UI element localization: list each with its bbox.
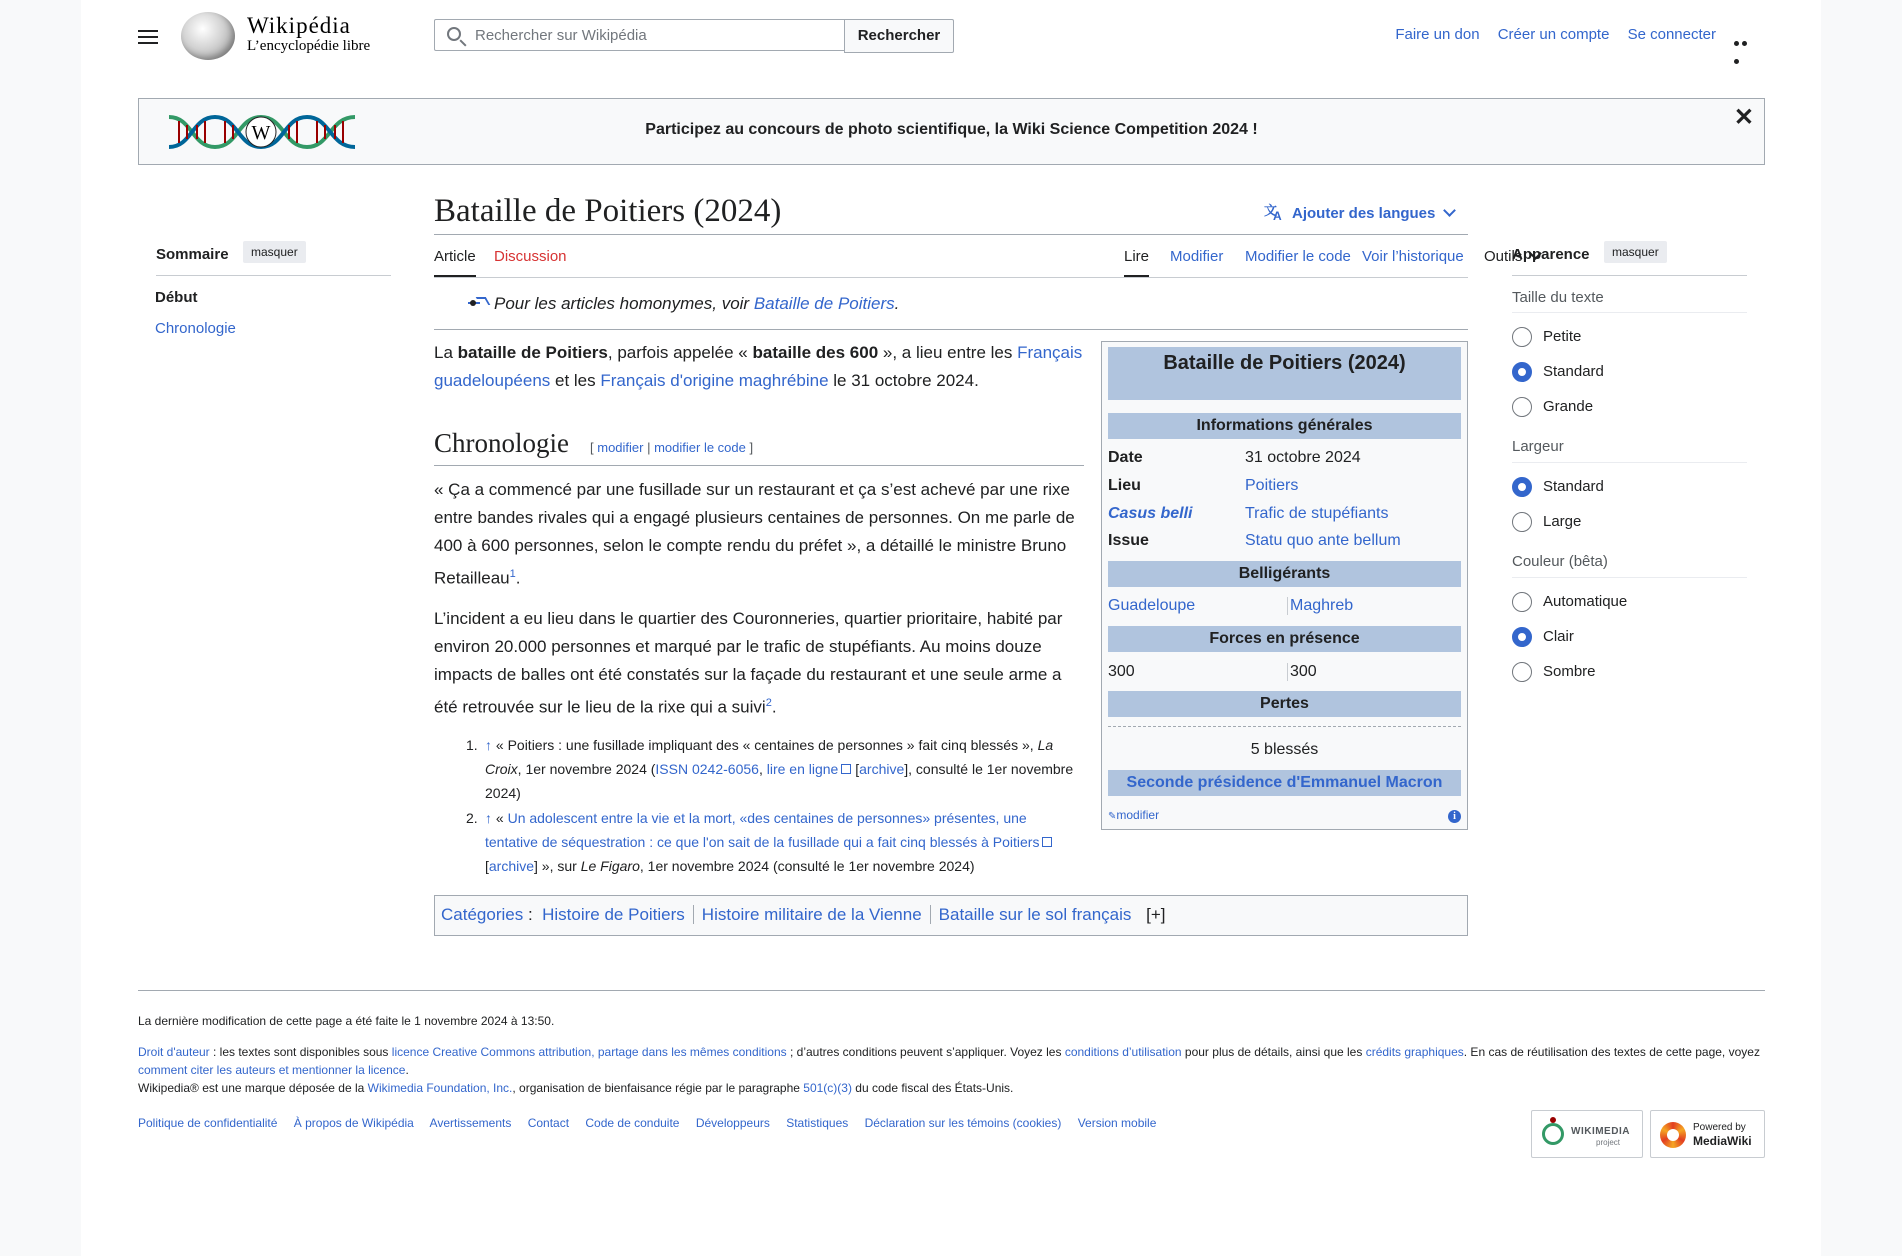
search-box[interactable] — [434, 19, 853, 51]
intro-text: et les — [550, 371, 601, 390]
tab-modifier[interactable]: Modifier — [1170, 248, 1224, 265]
reference-date: , 1er novembre 2024 (consulté le 1er novembre 2024) — [639, 858, 975, 874]
campaign-banner — [138, 98, 1765, 165]
link-francais-guadeloupeens[interactable]: Français guadeloupéens — [434, 343, 1083, 390]
toc-hide-button[interactable]: masquer — [243, 241, 306, 263]
backlink-arrow[interactable]: ↑ — [485, 810, 492, 826]
hatnote-prefix: Pour les articles homonymes, voir — [494, 294, 754, 313]
footer-link-disclaimers[interactable]: Avertissements — [429, 1116, 512, 1130]
infobox-label: Issue — [1108, 532, 1149, 549]
archive-link[interactable]: archive — [488, 858, 535, 874]
infobox-value-link[interactable]: Poitiers — [1245, 477, 1299, 494]
trademark-fragment: du code fiscal des États-Unis. — [851, 1081, 1014, 1095]
reference-text: ↑ « Poitiers : une fusillade impliquant des « centaines de personnes » fait cinq blessés », La Croix, 1er novembre 2024 (ISSN 0242-6056, lire en ligne [archive], consulté le 1er novembre 2024) — [485, 737, 1074, 801]
footer-link-developers[interactable]: Développeurs — [695, 1116, 770, 1130]
footer-divider — [138, 990, 1765, 991]
category-link[interactable]: Histoire militaire de la Vienne — [701, 905, 922, 924]
reference-source-prefix: ] », sur — [534, 858, 581, 874]
intro-text: , parfois appelée « — [607, 343, 753, 362]
hatnote-suffix: . — [894, 294, 900, 313]
license-text — [138, 1043, 1765, 1079]
infobox-losses-value: 5 blessés — [1250, 741, 1319, 758]
radio-label: Clair — [1543, 628, 1574, 645]
cite-authors-link[interactable]: comment citer les auteurs et mentionner la licence — [138, 1063, 406, 1077]
tab-historique[interactable]: Voir l’historique — [1362, 248, 1464, 265]
read-online-link[interactable] — [767, 761, 852, 777]
footer-link-mobile[interactable]: Version mobile — [1077, 1116, 1157, 1130]
trademark-fragment: , organisation de bienfaisance régie par le paragraphe — [512, 1081, 804, 1095]
badge-subtitle: project — [1596, 1138, 1621, 1147]
reference-2 — [466, 806, 1086, 878]
reference-title: Un adolescent entre la vie et la mort, «des centaines de personnes» présentes, une tentative de séquestration : ce que l'on sait de la fusillade qui a fait cinq blessés à Poitiers — [485, 810, 1040, 850]
infobox-row-forces — [1108, 663, 1461, 685]
text-size-divider — [1512, 312, 1747, 313]
categories-box: Catégories : Histoire de Poitiers Histoire militaire de la Vienne Bataille sur le sol français [+] — [434, 895, 1468, 936]
footer-link-contact[interactable]: Contact — [527, 1116, 570, 1130]
appearance-title: Apparence — [1512, 246, 1590, 263]
paragraph-2: L’incident a eu lieu dans le quartier des Couronneries, quartier prioritaire, habité par environ 20.000 personnes et marqué par le trafic de stupéfiants. Au moins douze impacts de balles ont été constatés sur la façade du restaurant et une seule arme a été retrouvée sur le lieu de la rixe qui a suivi$^2$. — [434, 609, 1063, 717]
infobox-modify-label: modifier — [1116, 808, 1160, 822]
tab-lire[interactable]: Lire — [1124, 248, 1150, 265]
section-edit-links: [ modifier | modifier le code ] — [590, 440, 754, 455]
search-icon — [447, 27, 461, 41]
color-label: Couleur (bêta) — [1512, 553, 1608, 570]
issn-link[interactable]: ISSN 0242-6056 — [655, 761, 759, 777]
add-languages-label: Ajouter des langues — [1292, 205, 1436, 222]
infobox-value-link[interactable]: Trafic de stupéfiants — [1245, 505, 1389, 522]
login-link[interactable]: Se connecter — [1627, 26, 1716, 43]
reference-title: « Poitiers : une fusillade impliquant des « centaines de personnes » fait cinq blessés », — [492, 737, 1038, 753]
user-links — [1381, 26, 1716, 43]
intro-bold: bataille de Poitiers — [457, 343, 608, 362]
belligerent-link[interactable]: Guadeloupe — [1108, 597, 1196, 614]
terms-link[interactable]: conditions d’utilisation — [1064, 1045, 1182, 1059]
hatnote — [434, 294, 1468, 314]
backlink-arrow[interactable]: ↑ — [485, 737, 492, 753]
footer-link-statistics[interactable]: Statistiques — [786, 1116, 849, 1130]
categories-expand-button[interactable]: [+] — [1146, 905, 1166, 924]
badge-title: WIKIMEDIA — [1571, 1126, 1630, 1137]
radio-label: Standard — [1543, 478, 1604, 495]
footer-links — [138, 1116, 1169, 1130]
reference-number: 2. — [466, 810, 478, 826]
badge-subtitle: MediaWiki — [1693, 1134, 1752, 1148]
license-fragment: pour plus de détails, ainsi que les — [1181, 1045, 1366, 1059]
wikimedia-foundation-link[interactable]: Wikimedia Foundation, Inc. — [367, 1081, 513, 1095]
banner-text[interactable]: Participez au concours de photo scientifique, la Wiki Science Competition 2024 ! — [645, 121, 1258, 138]
external-link-icon — [841, 764, 851, 774]
width-divider — [1512, 462, 1747, 463]
toc-title: Sommaire — [156, 246, 229, 263]
chevron-down-icon — [1444, 204, 1457, 217]
appearance-hide-button[interactable]: masquer — [1604, 241, 1667, 263]
mediawiki-flower-icon — [1660, 1122, 1686, 1148]
section-edit-link[interactable]: modifier — [597, 440, 644, 455]
page — [81, 0, 1821, 1256]
add-languages-button[interactable] — [1264, 203, 1454, 222]
reference-consulted: ], consulté le 1er novembre 2024) — [485, 761, 1074, 801]
forces-value: 300 — [1287, 663, 1317, 681]
infobox-dashed-divider — [1108, 726, 1461, 727]
wikipedia-wordmark[interactable]: Wikipédia — [247, 13, 351, 38]
radio-label: Automatique — [1543, 593, 1628, 610]
wikimedia-project-badge[interactable] — [1531, 1110, 1643, 1158]
infobox-title: Bataille de Poitiers (2024) — [1108, 347, 1461, 400]
reference-1 — [466, 733, 1086, 805]
infobox-row-belligerents — [1108, 597, 1461, 619]
intro-text: le 31 octobre 2024. — [828, 371, 979, 390]
toc-divider — [156, 275, 391, 276]
intro-bold: bataille des 600 — [752, 343, 879, 362]
color-divider — [1512, 577, 1747, 578]
svg-text:文: 文 — [1264, 203, 1278, 218]
category-link[interactable]: Bataille sur le sol français — [938, 905, 1132, 924]
wikipedia-tagline: L’encyclopédie libre — [247, 38, 371, 54]
reference-number: 1. — [466, 737, 478, 753]
section-edit-code-link[interactable]: modifier le code — [654, 440, 746, 455]
title-underline — [434, 234, 1468, 235]
tab-discussion[interactable]: Discussion — [494, 248, 567, 265]
footnote-ref-1[interactable]: 1 — [509, 568, 516, 580]
paragraph-1-text: « Ça a commencé par une fusillade sur un restaurant et ça s’est achevé par une rixe entre bandes rivales qui a engagé plusieurs centaines de personnes. On me parle de 400 à 600 personnes, selon le compte rendu du préfet », a détaillé le ministre Bruno Retailleau — [434, 480, 1075, 588]
reference-source: Le Figaro — [580, 858, 640, 874]
disambiguation-icon — [468, 297, 486, 311]
read-online-label: lire en ligne — [766, 761, 839, 777]
wikipedia-globe-logo[interactable] — [181, 12, 235, 60]
infobox-section-forces: Forces en présence — [1108, 626, 1461, 652]
reference-text: ↑ « Un adolescent entre la vie et la mort, «des centaines de personnes» présentes, une tentative de séquestration : ce que l'on sait de la fusillade qui a fait cinq blessés à Poitiers [archive] », sur Le Figaro, 1er novembre 2024 (consulté le 1er novembre 2024) — [485, 806, 1080, 878]
width-label: Largeur — [1512, 438, 1564, 455]
external-link-icon — [1042, 837, 1052, 847]
svg-text:W: W — [251, 122, 271, 144]
section-divider — [434, 465, 1084, 466]
last-modified: La dernière modification de cette page a été faite le 1 novembre 2024 à 13:50. — [138, 1014, 555, 1028]
toc-item-chronologie[interactable]: Chronologie — [155, 320, 236, 337]
tab-article[interactable]: Article — [434, 248, 476, 265]
radio-label: Standard — [1543, 363, 1604, 380]
search-button[interactable]: Rechercher — [844, 19, 954, 53]
svg-text:A: A — [1273, 209, 1282, 221]
radio-label: Sombre — [1543, 663, 1596, 680]
section-heading: Chronologie — [434, 428, 569, 458]
infobox-modify-link[interactable] — [1108, 808, 1159, 822]
create-account-link[interactable]: Créer un compte — [1497, 26, 1610, 43]
radio-label: Grande — [1543, 398, 1594, 415]
appearance-divider — [1512, 275, 1747, 276]
infobox-label: Date — [1108, 449, 1143, 466]
radio-label: Large — [1543, 513, 1582, 530]
infobox — [1101, 341, 1468, 830]
radio-button-selected[interactable] — [1512, 627, 1532, 647]
badge-title: Powered by — [1693, 1122, 1746, 1133]
info-icon[interactable]: i — [1448, 810, 1461, 823]
radio-button[interactable] — [1512, 662, 1532, 682]
link-francais-origine-maghrebine[interactable]: Français d'origine maghrébine — [600, 371, 829, 390]
forces-value: 300 — [1108, 663, 1135, 680]
belligerent-link[interactable]: Maghreb — [1287, 597, 1353, 615]
reference-title-link[interactable] — [485, 810, 1052, 850]
infobox-value: 31 octobre 2024 — [1245, 449, 1361, 466]
footer-link-about[interactable]: À propos de Wikipédia — [293, 1116, 414, 1130]
radio-button[interactable] — [1512, 512, 1532, 532]
cc-license-link[interactable]: licence Creative Commons attribution, partage dans les mêmes conditions — [391, 1045, 787, 1059]
license-fragment: : les textes sont disponibles sous — [209, 1045, 392, 1059]
radio-button[interactable] — [1512, 397, 1532, 417]
intro-text: », a lieu entre les — [878, 343, 1018, 362]
trademark-text — [138, 1079, 1765, 1097]
main-menu-icon[interactable] — [138, 26, 158, 46]
license-fragment: . — [405, 1063, 409, 1077]
infobox-label: Lieu — [1108, 477, 1141, 494]
paragraph-1: « Ça a commencé par une fusillade sur un restaurant et ça s’est achevé par une rixe entre bandes rivales qui a engagé plusieurs centaines de personnes. On me parle de 400 à 600 personnes, selon le compte rendu du préfet », a détaillé le ministre Bruno Retailleau$^1$. — [434, 480, 1075, 588]
page-title: Bataille de Poitiers (2024) — [434, 193, 782, 229]
radio-button-selected[interactable] — [1512, 362, 1532, 382]
close-icon[interactable]: ✕ — [1733, 104, 1754, 131]
infobox-value-link[interactable]: Statu quo ante bellum — [1245, 532, 1401, 549]
footer-link-privacy[interactable]: Politique de confidentialité — [138, 1116, 278, 1130]
reference-open-quote: « — [492, 810, 508, 826]
reference-source: La Croix — [485, 737, 1054, 777]
archive-link[interactable]: archive — [859, 761, 905, 777]
reference-date: , 1er novembre 2024 ( — [517, 761, 656, 777]
license-fragment: ; d’autres conditions peuvent s’appliquer. Voyez les — [786, 1045, 1065, 1059]
infobox-section-losses: Pertes — [1108, 691, 1461, 717]
footer-link-conduct[interactable]: Code de conduite — [585, 1116, 680, 1130]
footnote-ref-2[interactable]: 2 — [765, 697, 772, 709]
501c3-link[interactable]: 501(c)(3) — [803, 1081, 852, 1095]
pencil-icon: ✎ — [1108, 811, 1117, 822]
tabs-divider — [434, 277, 1468, 278]
infobox-label-link[interactable]: Casus belli — [1108, 505, 1193, 522]
radio-button[interactable] — [1512, 327, 1532, 347]
license-fragment: . En cas de réutilisation des textes de cette page, voyez — [1463, 1045, 1760, 1059]
wikimedia-logo-icon — [1542, 1123, 1564, 1145]
graphic-credits-link[interactable]: crédits graphiques — [1365, 1045, 1464, 1059]
footer-link-cookies[interactable]: Déclaration sur les témoins (cookies) — [864, 1116, 1062, 1130]
categories-label[interactable]: Catégories — [441, 905, 524, 924]
tab-outils-label: Outils — [1484, 248, 1523, 265]
infobox-section-belligerents: Belligérants — [1108, 561, 1461, 587]
hatnote-link[interactable]: Bataille de Poitiers — [753, 294, 895, 313]
radio-button-selected[interactable] — [1512, 477, 1532, 497]
intro-paragraph — [434, 339, 1084, 395]
language-icon — [1264, 203, 1284, 221]
category-link[interactable]: Histoire de Poitiers — [542, 905, 685, 924]
radio-button[interactable] — [1512, 592, 1532, 612]
more-options-icon[interactable] — [1734, 33, 1756, 39]
trademark-fragment: Wikipedia® est une marque déposée de la — [138, 1081, 368, 1095]
intro-text: La — [434, 343, 458, 362]
powered-by-mediawiki-badge[interactable] — [1650, 1110, 1765, 1158]
toc-item-debut[interactable]: Début — [155, 289, 198, 306]
reference-separator: , — [758, 761, 767, 777]
donate-link[interactable]: Faire un don — [1395, 26, 1480, 43]
hatnote-divider — [434, 329, 1468, 330]
infobox-related-link[interactable]: Seconde présidence d'Emmanuel Macron — [1108, 770, 1461, 796]
text-size-label: Taille du texte — [1512, 289, 1604, 306]
search-input[interactable] — [475, 25, 835, 45]
radio-label: Petite — [1543, 328, 1582, 345]
copyright-link[interactable]: Droit d'auteur — [138, 1045, 210, 1059]
tab-modifier-code[interactable]: Modifier le code — [1245, 248, 1351, 265]
paragraph-2-text: L’incident a eu lieu dans le quartier des Couronneries, quartier prioritaire, habité par environ 20.000 personnes et marqué par le trafic de stupéfiants. Au moins douze impacts de balles ont été constatés sur la façade du restaurant et une seule arme a été retrouvée sur le lieu de la rixe qui a suivi — [434, 609, 1063, 717]
infobox-section-general: Informations générales — [1108, 413, 1461, 439]
